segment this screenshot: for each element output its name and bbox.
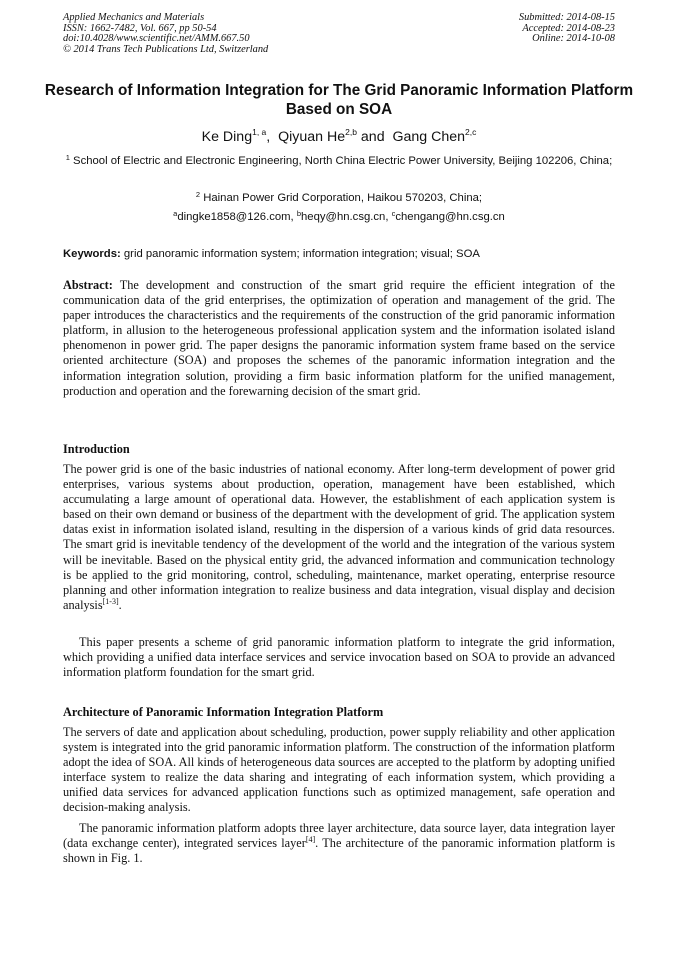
author-affiliation-mark: 1, a [252, 127, 267, 137]
doi-line: doi:10.4028/www.scientific.net/AMM.667.50 [63, 33, 250, 45]
keywords-text: grid panoramic information system; information integration; visual; SOA [120, 248, 480, 260]
affiliation-mark: 2 [195, 190, 201, 199]
paragraph-end: . The architecture of the panoramic information platform is shown in Fig. 1. [63, 836, 615, 866]
architecture-paragraph-2 [63, 821, 615, 866]
author-emails [60, 210, 618, 225]
email-mark: c [391, 209, 396, 218]
keywords [63, 247, 615, 262]
abstract-label: Abstract: [63, 278, 113, 292]
citation-ref[interactable]: [1-3] [102, 596, 119, 606]
affiliation-mark: 1 [65, 153, 70, 162]
affiliation-2 [60, 191, 618, 206]
author-affiliation-mark: 2,c [465, 127, 477, 137]
paper-title: Research of Information Integration for The Grid Panoramic Information Platform Based on SOA [44, 82, 634, 118]
email-mark: b [296, 209, 302, 218]
email-address[interactable]: chengang@hn.csg.cn [395, 211, 505, 223]
architecture-paragraph-1: The servers of date and application about scheduling, production, power supply reliability and other application system is integrated into the grid panoramic information platform. The construction of the information platform adopt the idea of SOA. All kinds of heterogeneous data sources are accepted to the platform by adopting unified interface system to realize the data sharing and integrating of each information system, which providing a unified data services for advanced application functions such as optimized management, safe operation and decision-making analysis. [63, 725, 615, 815]
affiliation-1 [60, 154, 618, 169]
author-name: Qiyuan He [278, 129, 346, 145]
architecture-heading: Architecture of Panoramic Information Integration Platform [63, 705, 384, 719]
author-separator: , [266, 129, 279, 145]
issn-line: ISSN: 1662-7482, Vol. 667, pp 50-54 [63, 22, 217, 34]
introduction-paragraph-2: This paper presents a scheme of grid panoramic information platform to integrate the grid information, which providing a unified data interface services and service invocation based on SOA to provide an advanced information platform foundation for the smart grid. [63, 635, 615, 680]
author-list [0, 128, 678, 146]
abstract-text: The development and construction of the smart grid require the efficient integration of the communication data of the grid enterprises, the optimization of operation and management of the grid. The paper introduces the characteristics and the requirements of the construction of the grid panoramic information platform, in allusion to the heterogeneous professional application system and the information isolated island phenomenon in power grid. The paper designs the panoramic information system frame based on the service oriented architecture (SOA) and proposes the schemes of the panoramic information integration and the information integration solution, providing a firm basic information platform for the unified management, production and operation and the forewarning decision of the smart grid. [63, 278, 615, 398]
author-name: Gang Chen [392, 129, 466, 145]
keywords-label: Keywords: [63, 248, 121, 260]
introduction-heading: Introduction [63, 442, 130, 456]
author-affiliation-mark: 2,b [345, 127, 357, 137]
journal-info [63, 13, 268, 55]
online-date: Online: 2014-10-08 [532, 33, 615, 45]
paragraph-end: . [118, 597, 122, 612]
paragraph-text: The power grid is one of the basic industries of national economy. After long-term development of power grid enterprises, various systems about production, operation, management have been established, which accumulating a large amount of operational data. However, the establishment of each application system is based on their own demand or business of the department with the development of grid. The application system datas exist in information isolated island, resulting in the dispersion of a various kinds of grid data resources. The smart grid is inevitable tendency of the development of the world and the integration of the various system will be inevitable. Based on the physical entity grid, the advanced information and communication technology is be applied to the grid monitoring, control, scheduling, maintenance, market operating, enterprise resource planning and other information integration to realize business and data integration, visual display and decision analysis [63, 462, 615, 612]
journal-name: Applied Mechanics and Materials [63, 12, 205, 23]
copyright-line: © 2014 Trans Tech Publications Ltd, Switzerland [63, 43, 269, 55]
email-address[interactable]: heqy@hn.csg.cn, [301, 211, 392, 223]
accepted-date: Accepted: 2014-08-23 [522, 22, 615, 34]
author-name: Ke Ding [201, 129, 253, 145]
affiliation-text: School of Electric and Electronic Engineering, North China Electric Power University, Beijing 102206, China; [69, 155, 613, 167]
submitted-date: Submitted: 2014-08-15 [518, 12, 615, 23]
affiliation-text: Hainan Power Grid Corporation, Haikou 570203, China; [200, 192, 483, 204]
author-separator: and [356, 129, 393, 145]
email-address[interactable]: dingke1858@126.com, [177, 211, 297, 223]
paragraph-text: The panoramic information platform adopts three layer architecture, data source layer, data integration layer (data exchange center), integrated services layer [63, 821, 615, 851]
publication-dates [519, 13, 615, 45]
introduction-paragraph-1 [63, 462, 615, 613]
citation-ref[interactable]: [4] [305, 835, 316, 845]
email-mark: a [173, 209, 178, 218]
abstract [63, 278, 615, 399]
